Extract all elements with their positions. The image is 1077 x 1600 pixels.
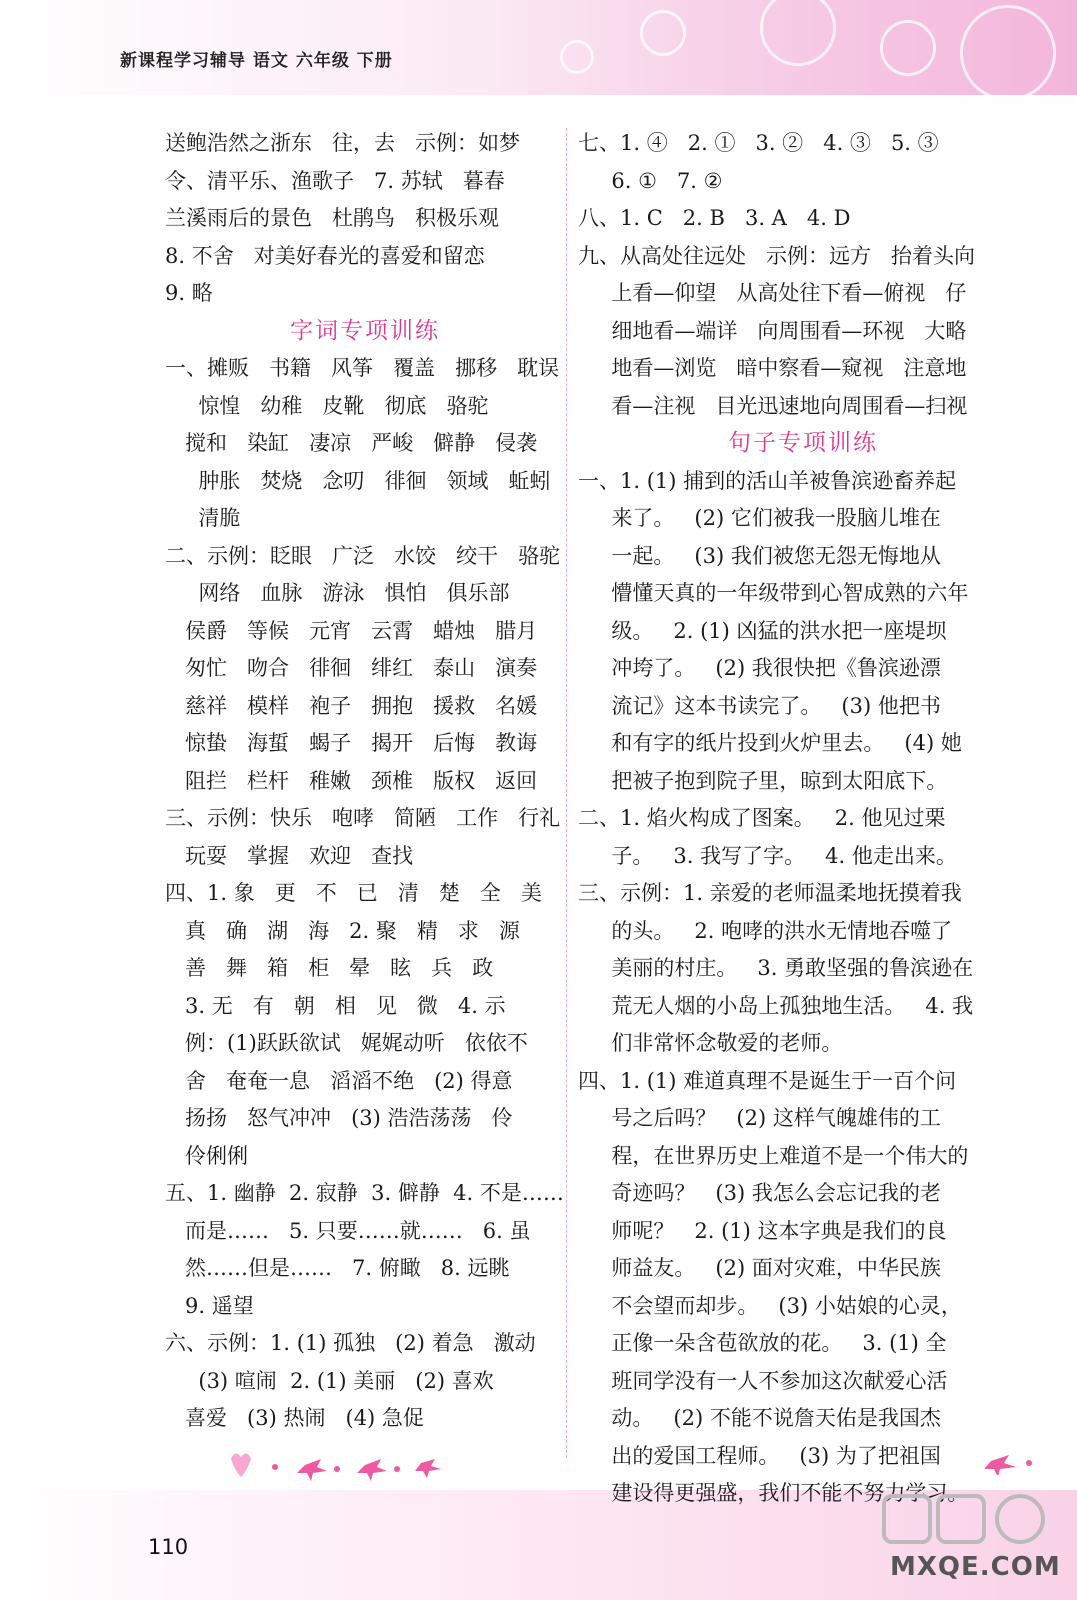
- decorative-bubble: [560, 40, 594, 74]
- answer-line: 8. 不舍 对美好春光的喜爱和留恋: [165, 243, 485, 268]
- answer-line: 出的爱国工程师。 (3) 为了把祖国: [578, 1443, 941, 1468]
- answer-line: (3) 喧闹 2. (1) 美丽 (2) 喜欢: [165, 1368, 494, 1393]
- answer-line: 网络 血脉 游泳 惧怕 俱乐部: [165, 581, 510, 605]
- answer-line: 一、1. (1) 捕到的活山羊被鲁滨逊畜养起: [578, 468, 957, 493]
- answer-line: 动。 (2) 不能不说詹天佑是我国杰: [578, 1406, 941, 1430]
- watermark-text: MXQE.COM: [890, 1552, 1061, 1582]
- answer-line: 细地看—端详 向周围看—环视 大略: [578, 318, 967, 343]
- answer-line: 的头。 2. 咆哮的洪水无情地吞噬了: [578, 918, 953, 943]
- column-divider: [566, 128, 568, 1458]
- answer-line: 然……但是…… 7. 俯瞰 8. 远眺: [165, 1256, 510, 1280]
- answer-line: 惊惶 幼稚 皮靴 彻底 骆驼: [165, 393, 489, 418]
- answer-line: 肿胀 焚烧 念叨 徘徊 领域 蚯蚓: [165, 468, 551, 493]
- answer-line: 搅和 染缸 凄凉 严峻 僻静 侵袭: [165, 431, 538, 455]
- answer-line: 三、示例：1. 亲爱的老师温柔地抚摸着我: [578, 881, 962, 905]
- answer-line: 一、摊贩 书籍 风筝 覆盖 挪移 耽误: [165, 356, 560, 380]
- decorative-bubble: [960, 5, 1056, 101]
- decorative-bubble: [760, 0, 836, 66]
- answer-line: 慈祥 模样 袍子 拥抱 援救 名媛: [165, 693, 538, 718]
- answer-line: 真 确 湖 海 2. 聚 精 求 源: [165, 918, 520, 943]
- right-column: [578, 125, 1028, 1513]
- answer-line: 子。 3. 我写了字。 4. 他走出来。: [578, 843, 957, 868]
- answer-line: 正像一朵含苞欲放的花。 3. (1) 全: [578, 1331, 947, 1355]
- answer-line: 一起。 (3) 我们被您无怨无悔地从: [578, 543, 941, 568]
- answer-line: 奇迹吗？ (3) 我怎么会忘记我的老: [578, 1181, 941, 1205]
- answer-line: 地看—浏览 暗中察看—窥视 注意地: [578, 356, 967, 380]
- answer-line: 侯爵 等候 元宵 云霄 蜡烛 腊月: [165, 618, 538, 643]
- answer-line: 班同学没有一人不参加这次献爱心活: [578, 1368, 948, 1393]
- answer-line: 清脆: [165, 506, 241, 530]
- answer-line: 四、1. 象 更 不 已 清 楚 全 美: [165, 881, 542, 905]
- book-header-title: 新课程学习辅导 语文 六年级 下册: [120, 51, 393, 71]
- answer-line: 三、示例：快乐 咆哮 简陋 工作 行礼: [165, 806, 561, 830]
- answer-line: 兰溪雨后的景色 杜鹃鸟 积极乐观: [165, 206, 500, 230]
- answer-line: 二、1. 焰火构成了图案。 2. 他见过栗: [578, 806, 946, 830]
- answer-line: 七、1. ④ 2. ① 3. ② 4. ③ 5. ③: [578, 131, 939, 155]
- answer-line: 惊蛰 海蜇 蝎子 揭开 后悔 教诲: [165, 731, 538, 755]
- answer-line: 例：(1)跃跃欲试 娓娓动听 依依不: [165, 1031, 528, 1055]
- answer-line: 把被子抱到院子里，晾到太阳底下。: [578, 768, 948, 793]
- answer-line: 们非常怀念敬爱的老师。: [578, 1031, 843, 1055]
- answer-line: 程，在世界历史上难道不是一个伟大的: [578, 1143, 969, 1168]
- answer-line: 令、清平乐、渔歌子 7. 苏轼 暮春: [165, 168, 505, 193]
- star-decoration: [985, 1445, 1045, 1475]
- answer-line: 懵懂天真的一年级带到心智成熟的六年: [578, 581, 969, 605]
- answer-line: 来了。 (2) 它们被我一股脑儿堆在: [578, 506, 941, 530]
- answer-line: 9. 略: [165, 281, 213, 305]
- answer-line: 扬扬 怒气冲冲 (3) 浩浩荡荡 伶: [165, 1106, 513, 1130]
- page-number: 110: [148, 1535, 189, 1559]
- answer-line: 舍 奄奄一息 滔滔不绝 (2) 得意: [165, 1068, 513, 1093]
- answer-line: 玩耍 掌握 欢迎 查找: [165, 843, 414, 868]
- watermark-logo-icon: [880, 1490, 1050, 1550]
- answer-line: 美丽的村庄。 3. 勇敢坚强的鲁滨逊在: [578, 956, 974, 980]
- answer-line: 建设得更强盛，我们不能不努力学习。: [578, 1481, 969, 1505]
- answer-line: 八、1. C 2. B 3. A 4. D: [578, 206, 851, 230]
- answer-line: 上看—仰望 从高处往下看—俯视 仔: [578, 281, 967, 305]
- decorative-bubble: [880, 20, 936, 76]
- answer-line: 看—注视 目光迅速地向周围看—扫视: [578, 393, 968, 418]
- answer-line: 五、1. 幽静 2. 寂静 3. 僻静 4. 不是……: [165, 1181, 564, 1205]
- decorative-bubble: [640, 10, 686, 56]
- answer-line: 冲垮了。 (2) 我很快把《鲁滨逊漂: [578, 656, 941, 680]
- answer-line: 3. 无 有 朝 相 见 微 4. 示: [165, 993, 506, 1018]
- answer-line: 流记》这本书读完了。 (3) 他把书: [578, 693, 941, 718]
- answer-line: 6. ① 7. ②: [578, 168, 723, 193]
- heart-star-decoration: [225, 1445, 455, 1485]
- answer-line: 匆忙 吻合 徘徊 绯红 泰山 演奏: [165, 656, 538, 680]
- answer-line: 二、示例：眨眼 广泛 水饺 绞干 骆驼: [165, 543, 561, 568]
- answer-line: 送鲍浩然之浙东 往，去 示例：如梦: [165, 131, 521, 155]
- answer-line: 师益友。 (2) 面对灾难，中华民族: [578, 1256, 941, 1280]
- answer-line: 而是…… 5. 只要……就…… 6. 虽: [165, 1218, 531, 1243]
- answer-line: 不会望而却步。 (3) 小姑娘的心灵，: [578, 1293, 962, 1318]
- answer-line: 四、1. (1) 难道真理不是诞生于一百个问: [578, 1068, 957, 1093]
- watermark: [880, 1490, 1060, 1590]
- answer-line: 六、示例：1. (1) 孤独 (2) 着急 激动: [165, 1331, 536, 1355]
- answer-line: 善 舞 箱 柜 晕 眩 兵 政: [165, 956, 494, 980]
- answer-line: 九、从高处往远处 示例：远方 抬着头向: [578, 243, 976, 268]
- answer-line: 号之后吗？ (2) 这样气魄雄伟的工: [578, 1106, 941, 1130]
- answer-line: 喜爱 (3) 热闹 (4) 急促: [165, 1406, 424, 1430]
- answer-line: 伶俐俐: [165, 1143, 249, 1168]
- answer-line: 荒无人烟的小岛上孤独地生活。 4. 我: [578, 993, 974, 1018]
- section-title-vocabulary: 字词专项训练: [290, 317, 440, 344]
- answer-line: 阻拦 栏杆 稚嫩 颈椎 版权 返回: [165, 768, 538, 793]
- answer-line: 级。 2. (1) 凶猛的洪水把一座堤坝: [578, 618, 947, 643]
- answer-line: 9. 遥望: [165, 1293, 254, 1318]
- section-title-sentences: 句子专项训练: [728, 430, 878, 456]
- answer-line: 师呢？ 2. (1) 这本字典是我们的良: [578, 1218, 947, 1243]
- left-column: [165, 125, 565, 1438]
- answer-line: 和有字的纸片投到火炉里去。 (4) 她: [578, 731, 962, 755]
